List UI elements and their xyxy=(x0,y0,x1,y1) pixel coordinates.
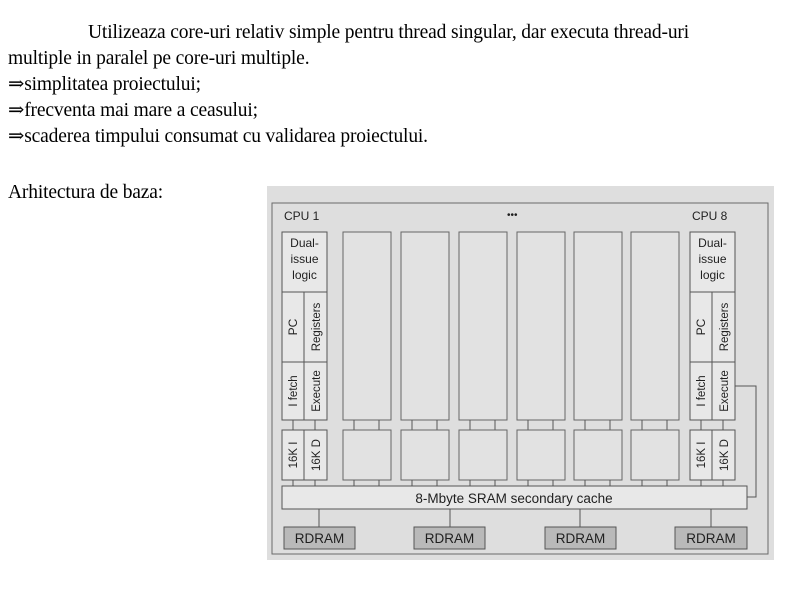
pc-label: PC xyxy=(286,318,300,336)
core-cache-block xyxy=(401,430,449,480)
core-upper-block xyxy=(343,232,391,420)
cpu-core-7 xyxy=(631,232,679,480)
core-cache-block xyxy=(459,430,507,480)
core-upper-block xyxy=(631,232,679,420)
rdram-connectors xyxy=(319,509,711,527)
architecture-diagram xyxy=(267,186,774,560)
rdram-label-1: RDRAM xyxy=(294,531,345,546)
core-upper-block xyxy=(401,232,449,420)
architecture-figure xyxy=(267,186,774,560)
paragraph-line-2: multiple in paralel pe core-uri multiple. xyxy=(8,48,310,69)
cpu-core-6 xyxy=(574,232,622,480)
core-upper-block xyxy=(517,232,565,420)
execute-label: Execute xyxy=(719,370,731,412)
cpu-core-last xyxy=(690,232,756,497)
cpu-core-5 xyxy=(517,232,565,480)
registers-label: Registers xyxy=(719,302,731,352)
bullet-text: simplitatea proiectului; xyxy=(24,74,201,95)
cpu-core-4 xyxy=(459,232,507,480)
issue-logic-line-2: issue xyxy=(290,252,319,266)
ifetch-label: I fetch xyxy=(696,375,708,407)
cpu-last-label: CPU 8 xyxy=(692,209,728,223)
rdram-label-4: RDRAM xyxy=(686,531,736,546)
paragraph-line-1: Utilizeaza core-uri relativ simple pentru thread singular, dar executa thread-uri xyxy=(88,22,690,43)
rdram-label-3: RDRAM xyxy=(555,531,606,546)
dcache-label: 16K D xyxy=(719,439,731,471)
bullet-text: frecventa mai mare a ceasului; xyxy=(24,100,258,121)
issue-logic-line-2: issue xyxy=(698,252,727,266)
core-cache-block xyxy=(631,430,679,480)
pc-label: PC xyxy=(694,318,708,336)
issue-logic-line-3: logic xyxy=(292,268,317,282)
cpu-core-2 xyxy=(343,232,391,480)
icache-label: 16K I xyxy=(696,441,708,469)
core-upper-block xyxy=(459,232,507,420)
bullet-item xyxy=(8,72,201,98)
cpu-first-label: CPU 1 xyxy=(284,209,320,223)
ellipsis-label: ••• xyxy=(507,210,518,221)
section-label: Arhitectura de baza: xyxy=(8,182,164,203)
secondary-cache-label: 8-Mbyte SRAM secondary cache xyxy=(415,491,613,506)
core-cache-block xyxy=(517,430,565,480)
implies-arrow-icon: ⇒ xyxy=(8,100,25,121)
execute-label: Execute xyxy=(311,370,323,412)
cache-connectors xyxy=(293,480,723,486)
implies-arrow-icon: ⇒ xyxy=(8,126,25,147)
ifetch-label: I fetch xyxy=(288,375,300,407)
issue-logic-line-3: logic xyxy=(700,268,725,282)
bullet-item xyxy=(8,124,428,150)
cpu-core-first xyxy=(282,232,327,480)
bullet-text: scaderea timpului consumat cu validarea proiectului. xyxy=(24,126,428,147)
core-cache-block xyxy=(343,430,391,480)
side-connector xyxy=(735,386,756,497)
bullet-item xyxy=(8,98,258,124)
core-cache-block xyxy=(574,430,622,480)
issue-logic-line-1: Dual- xyxy=(290,236,319,250)
core-upper-block xyxy=(574,232,622,420)
registers-label: Registers xyxy=(311,302,323,352)
rdram-label-2: RDRAM xyxy=(424,531,475,546)
cpu-core-3 xyxy=(401,232,449,480)
implies-arrow-icon: ⇒ xyxy=(8,74,25,95)
issue-logic-line-1: Dual- xyxy=(698,236,727,250)
icache-label: 16K I xyxy=(288,441,300,469)
dcache-label: 16K D xyxy=(311,439,323,471)
